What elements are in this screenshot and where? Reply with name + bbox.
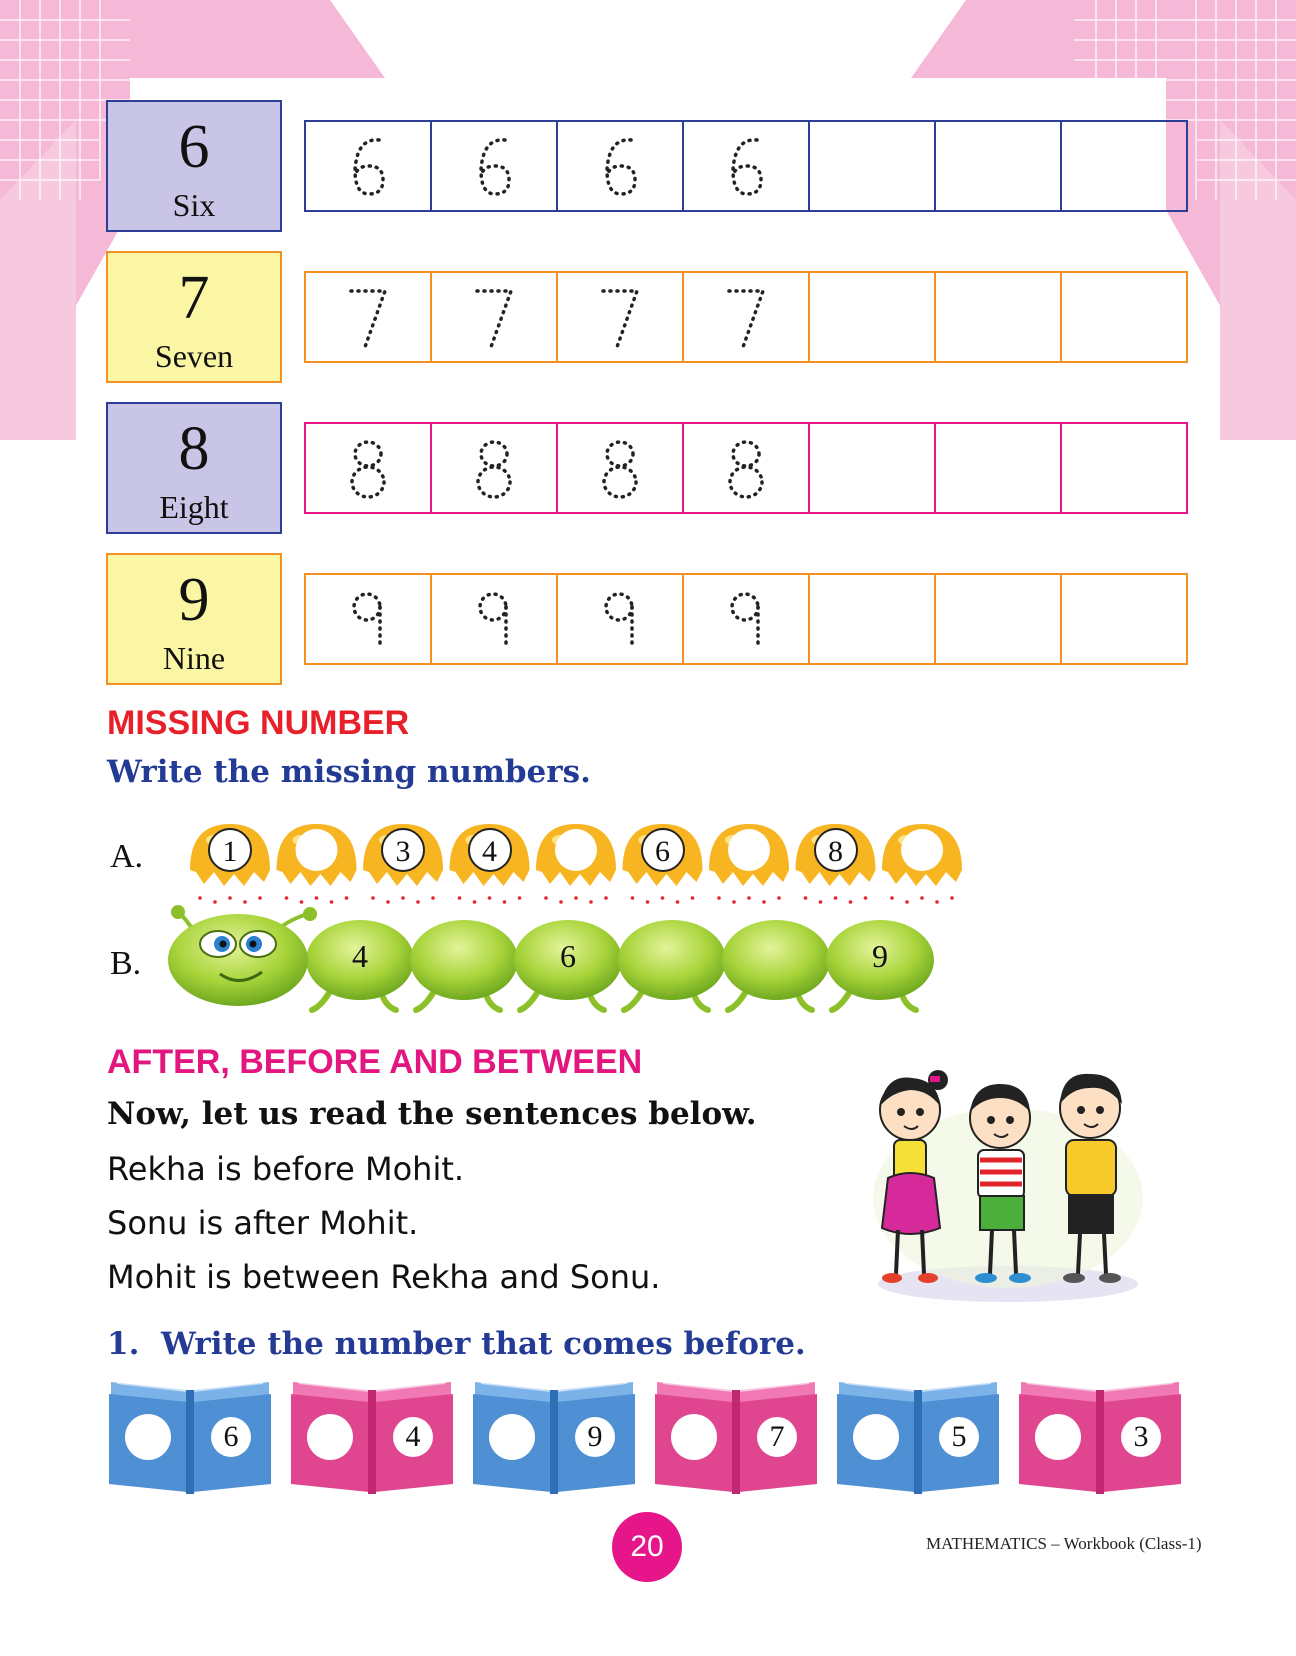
dotted-8-glyph: [595, 432, 645, 504]
empty-cell[interactable]: [1060, 120, 1188, 212]
footer-book-title: MATHEMATICS – Workbook (Class-1): [926, 1534, 1202, 1553]
number-tile-6: [106, 100, 282, 232]
trace-cell[interactable]: [556, 271, 682, 363]
book-blank-input[interactable]: [671, 1414, 717, 1460]
segment-number: 6: [560, 938, 576, 974]
trace-cell[interactable]: [556, 422, 682, 514]
tracing-row-6: [304, 120, 1188, 212]
dotted-9-glyph: [343, 583, 393, 655]
trace-cell[interactable]: [556, 120, 682, 212]
abb-intro: Now, let us read the sentences below.: [107, 1096, 757, 1132]
empty-cell[interactable]: [808, 120, 934, 212]
egg-blank-input[interactable]: [901, 829, 943, 871]
book-blank-input[interactable]: [489, 1414, 535, 1460]
empty-cell[interactable]: [808, 573, 934, 665]
tile-digit: 8: [178, 415, 210, 483]
dotted-6-glyph: [721, 130, 771, 202]
trace-cell[interactable]: [682, 120, 808, 212]
book-blank-input[interactable]: [307, 1414, 353, 1460]
segment-number: 4: [352, 938, 368, 974]
row-a-label: A.: [110, 838, 144, 875]
book-blank-input[interactable]: [853, 1414, 899, 1460]
missing-number-heading: MISSING NUMBER: [107, 704, 410, 742]
tracing-row-7: [304, 271, 1188, 363]
book-number: 7: [757, 1417, 797, 1457]
dotted-8-glyph: [721, 432, 771, 504]
row-b-label: B.: [110, 945, 142, 982]
dotted-6-glyph: [469, 130, 519, 202]
dotted-8-glyph: [469, 432, 519, 504]
empty-cell[interactable]: [934, 422, 1060, 514]
egg-number: 6: [641, 828, 685, 872]
egg-number: 8: [814, 828, 858, 872]
tile-digit: 7: [178, 264, 210, 332]
tile-word: Eight: [159, 489, 229, 525]
caterpillar-head-icon: [168, 914, 308, 1006]
segment-number: 9: [872, 938, 888, 974]
body-segment-icon: [410, 920, 518, 1010]
sentence-1: Rekha is before Mohit.: [107, 1150, 465, 1188]
book-blank-input[interactable]: [1035, 1414, 1081, 1460]
trace-cell[interactable]: [682, 573, 808, 665]
sentence-3: Mohit is between Rekha and Sonu.: [107, 1258, 661, 1296]
dotted-7-glyph: [469, 281, 519, 353]
egg-number: 3: [381, 828, 425, 872]
missing-number-instruction: Write the missing numbers.: [107, 754, 591, 790]
empty-cell[interactable]: [1060, 422, 1188, 514]
book-number: 9: [575, 1417, 615, 1457]
egg-number: 1: [208, 828, 252, 872]
dotted-6-glyph: [343, 130, 393, 202]
antenna-tip-icon: [171, 905, 185, 919]
trace-cell[interactable]: [430, 271, 556, 363]
page-number-badge: [612, 1512, 682, 1582]
tile-digit: 9: [178, 566, 210, 634]
empty-cell[interactable]: [934, 120, 1060, 212]
dotted-8-glyph: [343, 432, 393, 504]
tracing-row-8: [304, 422, 1188, 514]
book-number: 3: [1121, 1417, 1161, 1457]
book-number: 5: [939, 1417, 979, 1457]
empty-cell[interactable]: [934, 271, 1060, 363]
trace-cell[interactable]: [430, 120, 556, 212]
dotted-6-glyph: [595, 130, 645, 202]
sentence-2: Sonu is after Mohit.: [107, 1204, 419, 1242]
tile-word: Six: [172, 187, 216, 223]
trace-cell[interactable]: [682, 422, 808, 514]
dotted-7-glyph: [343, 281, 393, 353]
exercise-1-title: 1. Write the number that comes before.: [107, 1326, 806, 1362]
egg-blank-input[interactable]: [296, 829, 338, 871]
egg-blank-input[interactable]: [728, 829, 770, 871]
trace-cell[interactable]: [304, 271, 430, 363]
top-right-decoration: [906, 0, 1296, 440]
empty-cell[interactable]: [934, 573, 1060, 665]
trace-cell[interactable]: [304, 422, 430, 514]
dotted-7-glyph: [595, 281, 645, 353]
empty-cell[interactable]: [808, 422, 934, 514]
tile-word: Nine: [162, 640, 226, 676]
trace-cell[interactable]: [304, 120, 430, 212]
tile-word: Seven: [154, 338, 234, 374]
children-illustration: [868, 1068, 1148, 1304]
book-blank-input[interactable]: [125, 1414, 171, 1460]
empty-cell[interactable]: [1060, 271, 1188, 363]
egg-blank-input[interactable]: [555, 829, 597, 871]
body-segment-icon: [722, 920, 830, 1010]
trace-cell[interactable]: [430, 573, 556, 665]
number-tile-8: [106, 402, 282, 534]
book-number: 4: [393, 1417, 433, 1457]
trace-cell[interactable]: [556, 573, 682, 665]
empty-cell[interactable]: [808, 271, 934, 363]
tile-digit: 6: [178, 113, 210, 181]
number-tile-7: [106, 251, 282, 383]
book-number: 6: [211, 1417, 251, 1457]
trace-cell[interactable]: [430, 422, 556, 514]
dotted-9-glyph: [595, 583, 645, 655]
egg-number: 4: [468, 828, 512, 872]
dotted-9-glyph: [469, 583, 519, 655]
body-segment-icon: [618, 920, 726, 1010]
antenna-tip-icon: [303, 907, 317, 921]
abb-heading: AFTER, BEFORE AND BETWEEN: [107, 1043, 643, 1081]
trace-cell[interactable]: [682, 271, 808, 363]
page-number: 20: [630, 1530, 664, 1563]
trace-cell[interactable]: [304, 573, 430, 665]
dotted-9-glyph: [721, 583, 771, 655]
dotted-7-glyph: [721, 281, 771, 353]
empty-cell[interactable]: [1060, 573, 1188, 665]
number-tile-9: [106, 553, 282, 685]
tracing-row-9: [304, 573, 1188, 665]
